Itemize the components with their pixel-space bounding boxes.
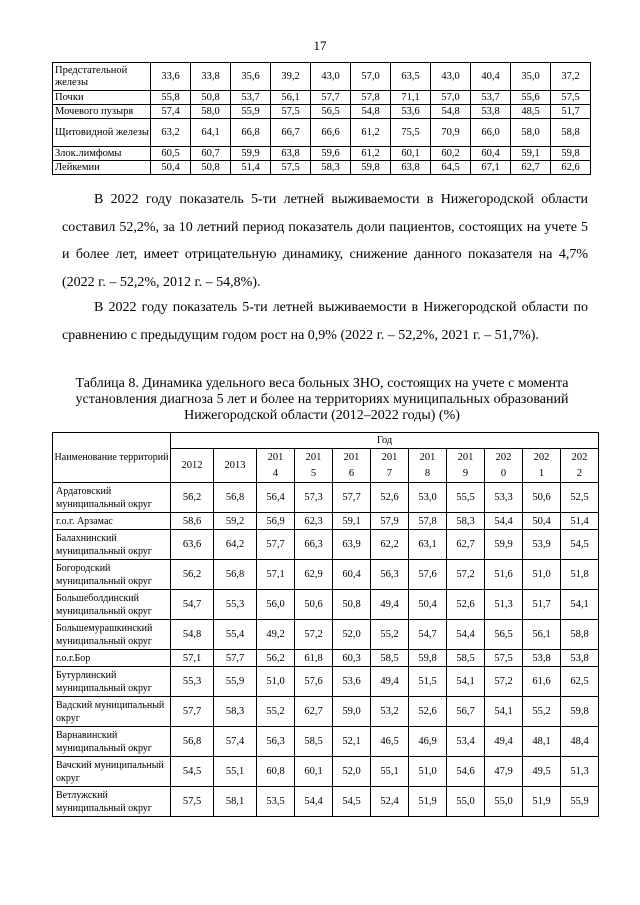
table-cell: 49,5 xyxy=(523,757,561,787)
table-cell: 55,8 xyxy=(151,91,191,105)
table-cell: 62,7 xyxy=(295,697,333,727)
table-cell: 49,2 xyxy=(257,620,295,650)
table-cell: 51,3 xyxy=(485,590,523,620)
table-cell: 62,5 xyxy=(561,667,599,697)
table-cell: 52,4 xyxy=(371,787,409,817)
table-cell: 56,1 xyxy=(271,91,311,105)
table-row xyxy=(53,105,591,119)
table-row xyxy=(53,147,591,161)
table-cell: 59,8 xyxy=(351,161,391,175)
table-row xyxy=(53,161,591,175)
table-cell: 58,8 xyxy=(561,620,599,650)
table-cell: 55,5 xyxy=(447,483,485,513)
year-header-cell: 2017 xyxy=(371,449,409,483)
table-cell: 56,8 xyxy=(171,727,214,757)
territory-name: Ардатовский муниципальный округ xyxy=(53,483,171,513)
table-cell: 66,6 xyxy=(311,119,351,147)
table-cell: 71,1 xyxy=(391,91,431,105)
table-cell: 57,6 xyxy=(295,667,333,697)
year-header-cell: 2022 xyxy=(561,449,599,483)
table-cell: 46,9 xyxy=(409,727,447,757)
table-cell: 56,2 xyxy=(257,650,295,667)
table-cell: 61,6 xyxy=(523,667,561,697)
table-cell: 56,9 xyxy=(257,513,295,530)
table-cell: 61,2 xyxy=(351,147,391,161)
table-cell: 58,3 xyxy=(311,161,351,175)
table-cell: 57,4 xyxy=(214,727,257,757)
table-cell: 64,5 xyxy=(431,161,471,175)
table-cell: 61,8 xyxy=(295,650,333,667)
table-cell: 51,0 xyxy=(523,560,561,590)
row-label: Лейкемии xyxy=(53,161,151,175)
table-cell: 54,4 xyxy=(295,787,333,817)
year-header-cell: 2013 xyxy=(214,449,257,483)
table-cell: 48,1 xyxy=(523,727,561,757)
table-cell: 60,5 xyxy=(151,147,191,161)
table-cell: 56,2 xyxy=(171,483,214,513)
territory-name: Большемурашкинский муниципальный округ xyxy=(53,620,171,650)
table-cell: 54,8 xyxy=(431,105,471,119)
table-cell: 57,1 xyxy=(257,560,295,590)
table-cell: 63,6 xyxy=(171,530,214,560)
table-cell: 53,5 xyxy=(257,787,295,817)
table-cell: 59,6 xyxy=(311,147,351,161)
table-cell: 51,9 xyxy=(409,787,447,817)
table-cell: 70,9 xyxy=(431,119,471,147)
table-cell: 51,5 xyxy=(409,667,447,697)
row-label: Предстательной железы xyxy=(53,63,151,91)
table-cell: 50,4 xyxy=(409,590,447,620)
table-cell: 55,4 xyxy=(214,620,257,650)
table-cell: 53,3 xyxy=(485,483,523,513)
territory-name: Балахнинский муниципальный округ xyxy=(53,530,171,560)
table-cell: 55,9 xyxy=(561,787,599,817)
table-cell: 60,1 xyxy=(295,757,333,787)
table-cell: 43,0 xyxy=(431,63,471,91)
table-cell: 58,0 xyxy=(511,119,551,147)
table-cell: 57,2 xyxy=(447,560,485,590)
table-cell: 58,3 xyxy=(447,513,485,530)
table-cell: 33,6 xyxy=(151,63,191,91)
paragraph-survival-change: В 2022 году показатель 5-ти летней выживаемости в Нижегородской области по сравнению с предыдущим годом рост на 0,9% (2022 г. – 52,2%, 2021 г. – 51,7%). xyxy=(62,300,588,343)
table-caption: Таблица 8. Динамика удельного веса больных ЗНО, состоящих на учете с момента установления диагноза 5 лет и более на территориях муниципальных образований Нижегородской области (2012–2022 годы) (%) xyxy=(75,376,569,423)
table-cell: 37,2 xyxy=(551,63,591,91)
table-cell: 57,8 xyxy=(351,91,391,105)
table-cell: 51,8 xyxy=(561,560,599,590)
table-cell: 56,7 xyxy=(447,697,485,727)
table-cell: 54,4 xyxy=(485,513,523,530)
territory-name: Богородский муниципальный округ xyxy=(53,560,171,590)
table-cell: 54,1 xyxy=(447,667,485,697)
table-cell: 50,8 xyxy=(191,91,231,105)
table-cell: 54,5 xyxy=(561,530,599,560)
table-cell: 54,4 xyxy=(447,620,485,650)
table-cell: 60,8 xyxy=(257,757,295,787)
territory-name: г.о.г. Арзамас xyxy=(53,513,171,530)
table-cell: 53,6 xyxy=(333,667,371,697)
table-cell: 62,7 xyxy=(511,161,551,175)
continued-cancer-survival-table xyxy=(52,62,591,175)
table-row xyxy=(53,63,591,91)
table-cell: 52,6 xyxy=(409,697,447,727)
table-cell: 57,9 xyxy=(371,513,409,530)
table-cell: 57,2 xyxy=(485,667,523,697)
table-row xyxy=(53,560,599,590)
table-cell: 53,9 xyxy=(523,530,561,560)
table-cell: 35,0 xyxy=(511,63,551,91)
table-cell: 56,4 xyxy=(257,483,295,513)
table-cell: 58,1 xyxy=(214,787,257,817)
table-cell: 57,7 xyxy=(333,483,371,513)
table-cell: 33,8 xyxy=(191,63,231,91)
table-cell: 57,5 xyxy=(271,105,311,119)
table-cell: 51,3 xyxy=(561,757,599,787)
table-cell: 52,0 xyxy=(333,620,371,650)
territory-name: Варнавинский муниципальный округ xyxy=(53,727,171,757)
table-cell: 54,5 xyxy=(333,787,371,817)
table-cell: 56,8 xyxy=(214,560,257,590)
table-cell: 57,5 xyxy=(171,787,214,817)
table-cell: 53,7 xyxy=(471,91,511,105)
table-row xyxy=(53,620,599,650)
year-header-cell: 2020 xyxy=(485,449,523,483)
table-cell: 54,5 xyxy=(171,757,214,787)
table-cell: 58,3 xyxy=(214,697,257,727)
year-header-cell: 2018 xyxy=(409,449,447,483)
year-header-cell: 2014 xyxy=(257,449,295,483)
table-cell: 62,2 xyxy=(371,530,409,560)
table-cell: 51,0 xyxy=(409,757,447,787)
table-cell: 63,1 xyxy=(409,530,447,560)
table-cell: 51,4 xyxy=(231,161,271,175)
table-cell: 50,6 xyxy=(523,483,561,513)
table-cell: 59,8 xyxy=(551,147,591,161)
table-cell: 57,5 xyxy=(485,650,523,667)
table-cell: 50,4 xyxy=(151,161,191,175)
table-cell: 66,3 xyxy=(295,530,333,560)
table-cell: 55,6 xyxy=(511,91,551,105)
table-row xyxy=(53,787,599,817)
table-cell: 51,4 xyxy=(561,513,599,530)
year-header-cell: 2015 xyxy=(295,449,333,483)
table-cell: 57,3 xyxy=(295,483,333,513)
table-cell: 66,0 xyxy=(471,119,511,147)
table-cell: 51,7 xyxy=(551,105,591,119)
table-cell: 48,5 xyxy=(511,105,551,119)
row-label: Мочевого пузыря xyxy=(53,105,151,119)
table-cell: 57,7 xyxy=(257,530,295,560)
table-cell: 56,2 xyxy=(171,560,214,590)
table-cell: 54,7 xyxy=(409,620,447,650)
table-cell: 62,3 xyxy=(295,513,333,530)
table-cell: 46,5 xyxy=(371,727,409,757)
year-header-cell: 2012 xyxy=(171,449,214,483)
table-cell: 59,9 xyxy=(485,530,523,560)
table-cell: 66,7 xyxy=(271,119,311,147)
table-row xyxy=(53,727,599,757)
table-cell: 54,8 xyxy=(351,105,391,119)
table-row xyxy=(53,697,599,727)
row-label: Щитовидной железы xyxy=(53,119,151,147)
table-cell: 56,0 xyxy=(257,590,295,620)
table-cell: 62,9 xyxy=(295,560,333,590)
table-cell: 52,6 xyxy=(371,483,409,513)
table-row xyxy=(53,590,599,620)
table-cell: 55,9 xyxy=(231,105,271,119)
table-cell: 64,1 xyxy=(191,119,231,147)
table-row xyxy=(53,650,599,667)
table-cell: 63,2 xyxy=(151,119,191,147)
table-cell: 58,8 xyxy=(551,119,591,147)
table-cell: 59,1 xyxy=(511,147,551,161)
table-cell: 64,2 xyxy=(214,530,257,560)
table-cell: 63,8 xyxy=(391,161,431,175)
table-cell: 60,4 xyxy=(471,147,511,161)
territory-name: Бутурлинский муниципальный округ xyxy=(53,667,171,697)
municipal-survival-table xyxy=(52,432,599,817)
table-cell: 53,8 xyxy=(471,105,511,119)
table-cell: 53,8 xyxy=(523,650,561,667)
territory-name: Вадский муниципальный округ xyxy=(53,697,171,727)
table-cell: 63,8 xyxy=(271,147,311,161)
table-cell: 52,6 xyxy=(447,590,485,620)
table-cell: 58,5 xyxy=(371,650,409,667)
table-cell: 55,2 xyxy=(371,620,409,650)
table-cell: 48,4 xyxy=(561,727,599,757)
table-cell: 50,8 xyxy=(333,590,371,620)
table-cell: 50,6 xyxy=(295,590,333,620)
table-cell: 53,0 xyxy=(409,483,447,513)
table-cell: 63,9 xyxy=(333,530,371,560)
table-cell: 56,5 xyxy=(485,620,523,650)
table-row xyxy=(53,513,599,530)
table-cell: 54,8 xyxy=(171,620,214,650)
table-row xyxy=(53,119,591,147)
table-cell: 60,4 xyxy=(333,560,371,590)
table-row xyxy=(53,91,591,105)
table-cell: 49,4 xyxy=(371,590,409,620)
table-cell: 54,7 xyxy=(171,590,214,620)
table-cell: 54,1 xyxy=(485,697,523,727)
table-cell: 55,2 xyxy=(523,697,561,727)
table-cell: 57,0 xyxy=(431,91,471,105)
territory-name: Ветлужский муниципальный округ xyxy=(53,787,171,817)
table-cell: 58,0 xyxy=(191,105,231,119)
table-cell: 63,5 xyxy=(391,63,431,91)
table-cell: 55,1 xyxy=(371,757,409,787)
table-cell: 61,2 xyxy=(351,119,391,147)
table-cell: 57,2 xyxy=(295,620,333,650)
table-cell: 55,1 xyxy=(214,757,257,787)
table-cell: 57,1 xyxy=(171,650,214,667)
year-header-cell: 2021 xyxy=(523,449,561,483)
table-cell: 52,0 xyxy=(333,757,371,787)
row-label: Злок.лимфомы xyxy=(53,147,151,161)
header-territory-name: Наименование территорий xyxy=(53,433,171,483)
territory-name: Большеболдинский муниципальный округ xyxy=(53,590,171,620)
table-cell: 55,3 xyxy=(214,590,257,620)
table-cell: 55,2 xyxy=(257,697,295,727)
table-cell: 58,5 xyxy=(447,650,485,667)
table-cell: 53,4 xyxy=(447,727,485,757)
table-row xyxy=(53,483,599,513)
table-cell: 35,6 xyxy=(231,63,271,91)
paragraph-survival-2022: В 2022 году показатель 5-ти летней выживаемости в Нижегородской области составил 52,2%, за 10 летний период показатель доли пациентов, состоящих на учете 5 и более лет, имеет отрицательную динамику, снижение данного показателя на 4,7% (2022 г. – 52,2%, 2012 г. – 54,8%). xyxy=(62,192,588,290)
table-cell: 59,8 xyxy=(561,697,599,727)
table-cell: 50,8 xyxy=(191,161,231,175)
table-cell: 60,7 xyxy=(191,147,231,161)
table-cell: 57,4 xyxy=(151,105,191,119)
table-cell: 75,5 xyxy=(391,119,431,147)
table-cell: 57,6 xyxy=(409,560,447,590)
table-cell: 57,0 xyxy=(351,63,391,91)
table-cell: 62,6 xyxy=(551,161,591,175)
table-cell: 39,2 xyxy=(271,63,311,91)
table-cell: 57,7 xyxy=(171,697,214,727)
page-number: 17 xyxy=(313,38,327,53)
table-cell: 57,8 xyxy=(409,513,447,530)
table-cell: 49,4 xyxy=(371,667,409,697)
table-cell: 58,6 xyxy=(171,513,214,530)
table-cell: 56,8 xyxy=(214,483,257,513)
row-label: Почки xyxy=(53,91,151,105)
table-cell: 56,3 xyxy=(257,727,295,757)
table-cell: 59,0 xyxy=(333,697,371,727)
table-cell: 57,7 xyxy=(311,91,351,105)
table-cell: 56,5 xyxy=(311,105,351,119)
table-cell: 57,5 xyxy=(551,91,591,105)
table-cell: 54,1 xyxy=(561,590,599,620)
header-year-group: Год xyxy=(171,433,599,449)
table-cell: 50,4 xyxy=(523,513,561,530)
table-cell: 54,6 xyxy=(447,757,485,787)
table-cell: 52,1 xyxy=(333,727,371,757)
table-cell: 57,7 xyxy=(214,650,257,667)
table-cell: 51,7 xyxy=(523,590,561,620)
table-cell: 56,3 xyxy=(371,560,409,590)
table-cell: 51,9 xyxy=(523,787,561,817)
year-header-cell: 2016 xyxy=(333,449,371,483)
territory-name: г.о.г.Бор xyxy=(53,650,171,667)
table-cell: 47,9 xyxy=(485,757,523,787)
table-cell: 60,2 xyxy=(431,147,471,161)
table-row xyxy=(53,667,599,697)
table-cell: 53,8 xyxy=(561,650,599,667)
year-header-cell: 2019 xyxy=(447,449,485,483)
table-cell: 58,5 xyxy=(295,727,333,757)
table-cell: 67,1 xyxy=(471,161,511,175)
table-cell: 51,6 xyxy=(485,560,523,590)
table-cell: 59,9 xyxy=(231,147,271,161)
territory-name: Вачский муниципальный округ xyxy=(53,757,171,787)
table-cell: 55,9 xyxy=(214,667,257,697)
table-cell: 56,1 xyxy=(523,620,561,650)
table-cell: 43,0 xyxy=(311,63,351,91)
table-cell: 62,7 xyxy=(447,530,485,560)
table-cell: 51,0 xyxy=(257,667,295,697)
table-cell: 59,1 xyxy=(333,513,371,530)
table-cell: 55,0 xyxy=(447,787,485,817)
table-cell: 59,2 xyxy=(214,513,257,530)
table-cell: 57,5 xyxy=(271,161,311,175)
table-cell: 55,0 xyxy=(485,787,523,817)
table-cell: 53,2 xyxy=(371,697,409,727)
table-cell: 66,8 xyxy=(231,119,271,147)
table-cell: 53,6 xyxy=(391,105,431,119)
table-cell: 59,8 xyxy=(409,650,447,667)
table-cell: 52,5 xyxy=(561,483,599,513)
table-cell: 55,3 xyxy=(171,667,214,697)
table-row xyxy=(53,530,599,560)
table-cell: 53,7 xyxy=(231,91,271,105)
table-cell: 40,4 xyxy=(471,63,511,91)
table-cell: 60,3 xyxy=(333,650,371,667)
table-row xyxy=(53,757,599,787)
table-cell: 60,1 xyxy=(391,147,431,161)
table-cell: 49,4 xyxy=(485,727,523,757)
